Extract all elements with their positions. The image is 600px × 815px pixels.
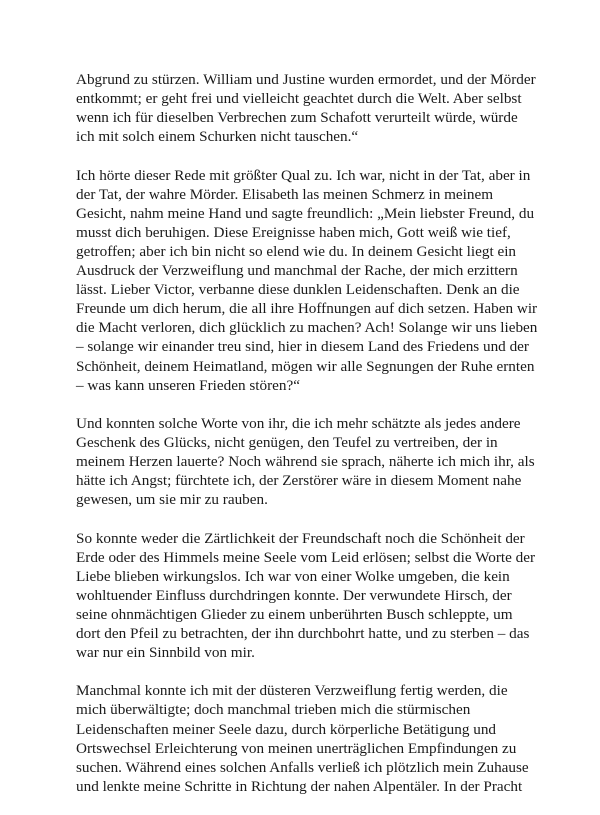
text-line: – was kann unseren Frieden stören?“	[76, 376, 300, 394]
text-line: lässt. Lieber Victor, verbanne diese dunklen Leidenschaften. Denk an die	[76, 281, 520, 299]
text-line: getroffen; aber ich bin nicht so elend wie du. In deinem Gesicht liegt ein	[76, 242, 517, 260]
text-line: meinem Herzen lauerte? Noch während sie sprach, näherte ich mich ihr, als	[76, 453, 535, 471]
text-line: Und konnten solche Worte von ihr, die ich mehr schätzte als jedes andere	[76, 414, 521, 432]
text-line: wohltuender Einfluss durchdringen konnte. Der verwundete Hirsch, der	[76, 586, 512, 604]
paragraph	[76, 414, 538, 509]
text-line: mich überwältigte; doch manchmal trieben mich die stürmischen	[76, 701, 471, 719]
text-line: Freunde um dich herum, die all ihre Hoffnungen auf dich setzen. Haben wir	[76, 300, 538, 318]
text-line: die Macht verloren, dich glücklich zu machen? Ach! Solange wir uns lieben	[76, 319, 538, 337]
text-line: Gesicht, nahm meine Hand und sagte freundlich: „Mein liebster Freund, du	[76, 204, 535, 222]
text-line: seine ohnmächtigen Glieder zu einem unberührten Busch schleppte, um	[76, 605, 513, 623]
text-line: und lenkte meine Schritte in Richtung der nahen Alpentäler. In der Pracht	[76, 777, 523, 795]
text-line: Abgrund zu stürzen. William und Justine wurden ermordet, und der Mörder	[76, 71, 536, 88]
text-line: suchen. Während eines solchen Anfalls verließ ich plötzlich mein Zuhause	[76, 758, 529, 776]
text-line: der Tat, der wahre Mörder. Elisabeth las meinen Schmerz in meinem	[76, 185, 494, 203]
text-line: Erde oder des Himmels meine Seele vom Leid erlösen; selbst die Worte der	[76, 548, 536, 566]
paragraph	[76, 70, 538, 146]
text-line: Ich hörte dieser Rede mit größter Qual zu. Ich war, nicht in der Tat, aber in	[76, 166, 531, 184]
text-line: Ortswechsel Erleichterung von meinen unerträglichen Empfindungen zu	[76, 739, 517, 757]
text-line: dort den Pfeil zu betrachten, der ihn durchbohrt hatte, und zu sterben – das	[76, 625, 530, 642]
text-line: Schönheit, deinem Heimatland, mögen wir alle Segnungen der Ruhe ernten	[76, 357, 535, 375]
paragraph	[76, 529, 538, 663]
text-line: Liebe blieben wirkungslos. Ich war von einer Wolke umgeben, die kein	[76, 567, 510, 585]
document-text-body	[76, 70, 538, 815]
text-line: Geschenk des Glücks, nicht genügen, den Teufel zu vertreiben, der in	[76, 433, 498, 451]
text-line: – solange wir einander treu sind, hier in diesem Land des Friedens und der	[76, 338, 529, 356]
text-line: war nur ein Sinnbild von mir.	[76, 644, 255, 662]
text-line: wenn ich für dieselben Verbrechen zum Schafott verurteilt würde, würde	[76, 109, 518, 127]
paragraph	[76, 681, 538, 796]
paragraph	[76, 166, 538, 395]
text-line: musst dich beruhigen. Diese Ereignisse haben mich, Gott weiß wie tief,	[76, 223, 511, 241]
text-line: entkommt; er geht frei und vielleicht geachtet durch die Welt. Aber selbst	[76, 90, 522, 108]
text-line: So konnte weder die Zärtlichkeit der Freundschaft noch die Schönheit der	[76, 529, 525, 547]
text-line: hätte ich Angst; fürchtete ich, der Zerstörer wäre in diesem Moment nahe	[76, 472, 522, 490]
text-line: Manchmal konnte ich mit der düsteren Verzweiflung fertig werden, die	[76, 682, 508, 700]
text-line: ich mit solch einem Schurken nicht tauschen.“	[76, 128, 359, 146]
text-line: gewesen, um sie mir zu rauben.	[76, 491, 268, 509]
text-line: Leidenschaften meiner Seele dazu, durch körperliche Betätigung und	[76, 720, 497, 738]
text-line: Ausdruck der Verzweiflung und manchmal der Rache, der mich erzittern	[76, 262, 518, 280]
